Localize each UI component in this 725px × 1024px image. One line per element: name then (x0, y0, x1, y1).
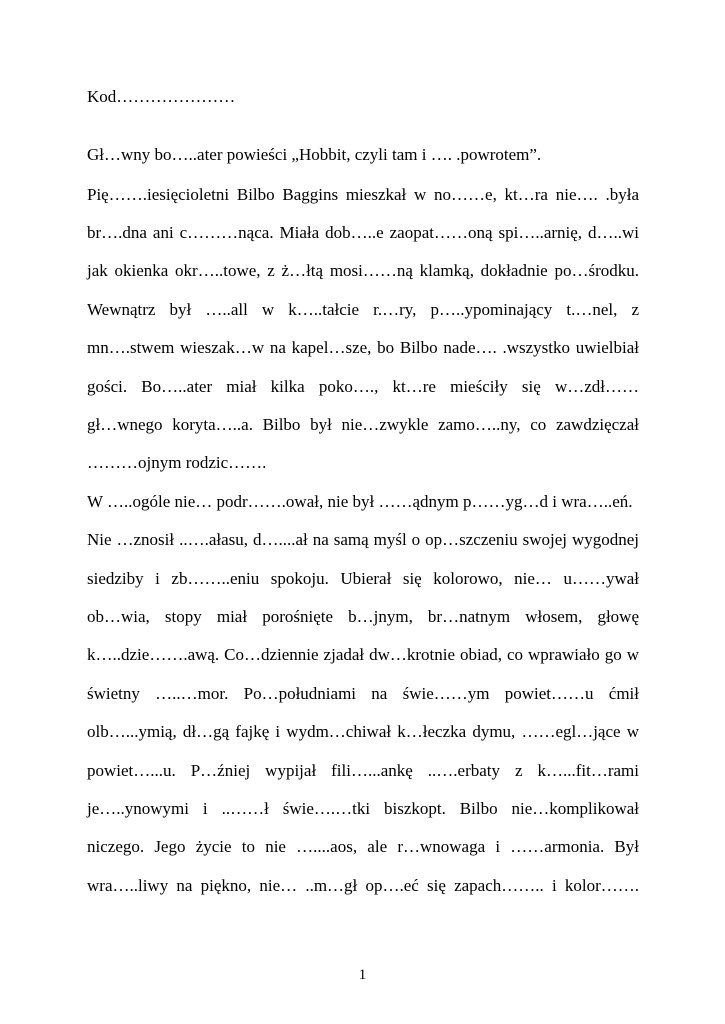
text-line-19: wra…..liwy na piękno, nie… ..m…gł op….eć się zapach…….. i kolor……. (87, 876, 639, 895)
text-line-3: jak okienka okr…..towe, z ż…łtą mosi……ną klamką, dokładnie po…środku. (87, 261, 639, 280)
code-field-line: Kod………………… (87, 87, 236, 106)
text-line-16: powiet…...u. P…źniej wypijał fili…...ankę ..….erbaty z k…...fit…rami (87, 761, 639, 780)
page-number: 1 (358, 967, 367, 983)
text-line-4: Wewnątrz był …..all w k…..tałcie r.…ry, p…..ypominający t.…nel, z (87, 300, 639, 319)
text-line-7: gł…wnego koryta…..a. Bilbo był nie…zwykle zamo…..ny, co zawdzięczał (87, 415, 639, 434)
text-line-17: je…..ynowymi i ..……ł świe….…tki biszkopt. Bilbo nie…komplikował (87, 799, 639, 818)
text-line-15: olb…...ymią, dł…gą fajkę i wydm…chiwał k…łeczka dymu, ……egl…jące w (87, 722, 639, 741)
text-line-5: mn….stwem wieszak…w na kapel…sze, bo Bilbo nade…. .wszystko uwielbiał (87, 338, 639, 357)
text-line-12: ob…wia, stopy miał porośnięte b…jnym, br…natnym włosem, głowę (87, 607, 639, 626)
exercise-title-line: Gł…wny bo…..ater powieści „Hobbit, czyli tam i …. .powrotem”. (87, 145, 542, 164)
text-line-10: Nie …znosił ..….ałasu, d…....ał na samą myśl o op…szczeniu swojej wygodnej (87, 530, 639, 549)
text-line-6: gości. Bo…..ater miał kilka poko…., kt…re mieściły się w…zdł…… (87, 377, 639, 396)
text-line-9: W …..ogóle nie… podr…….ował, nie był ……ądnym p……yg…d i wra…..eń. (87, 492, 633, 511)
text-line-14: świetny …..…mor. Po…południami na świe……ym powiet……u ćmił (87, 684, 639, 703)
text-line-2: br….dna ani c………nąca. Miała dob…..e zaopat……oną spi…..arnię, d…..wi (87, 223, 639, 242)
text-line-1: Pię…….iesięcioletni Bilbo Baggins mieszkał w no……e, kt…ra nie…. .była (87, 185, 639, 204)
text-line-8: ………ojnym rodzic……. (87, 453, 267, 472)
text-line-11: siedziby i zb……..eniu spokoju. Ubierał się kolorowo, nie… u……ywał (87, 569, 639, 588)
text-line-18: niczego. Jego życie to nie …....aos, ale r…wnowaga i ……armonia. Był (87, 837, 639, 856)
text-line-13: k…..dzie…….awą. Co…dziennie zjadał dw…krotnie obiad, co wprawiało go w (87, 645, 639, 664)
